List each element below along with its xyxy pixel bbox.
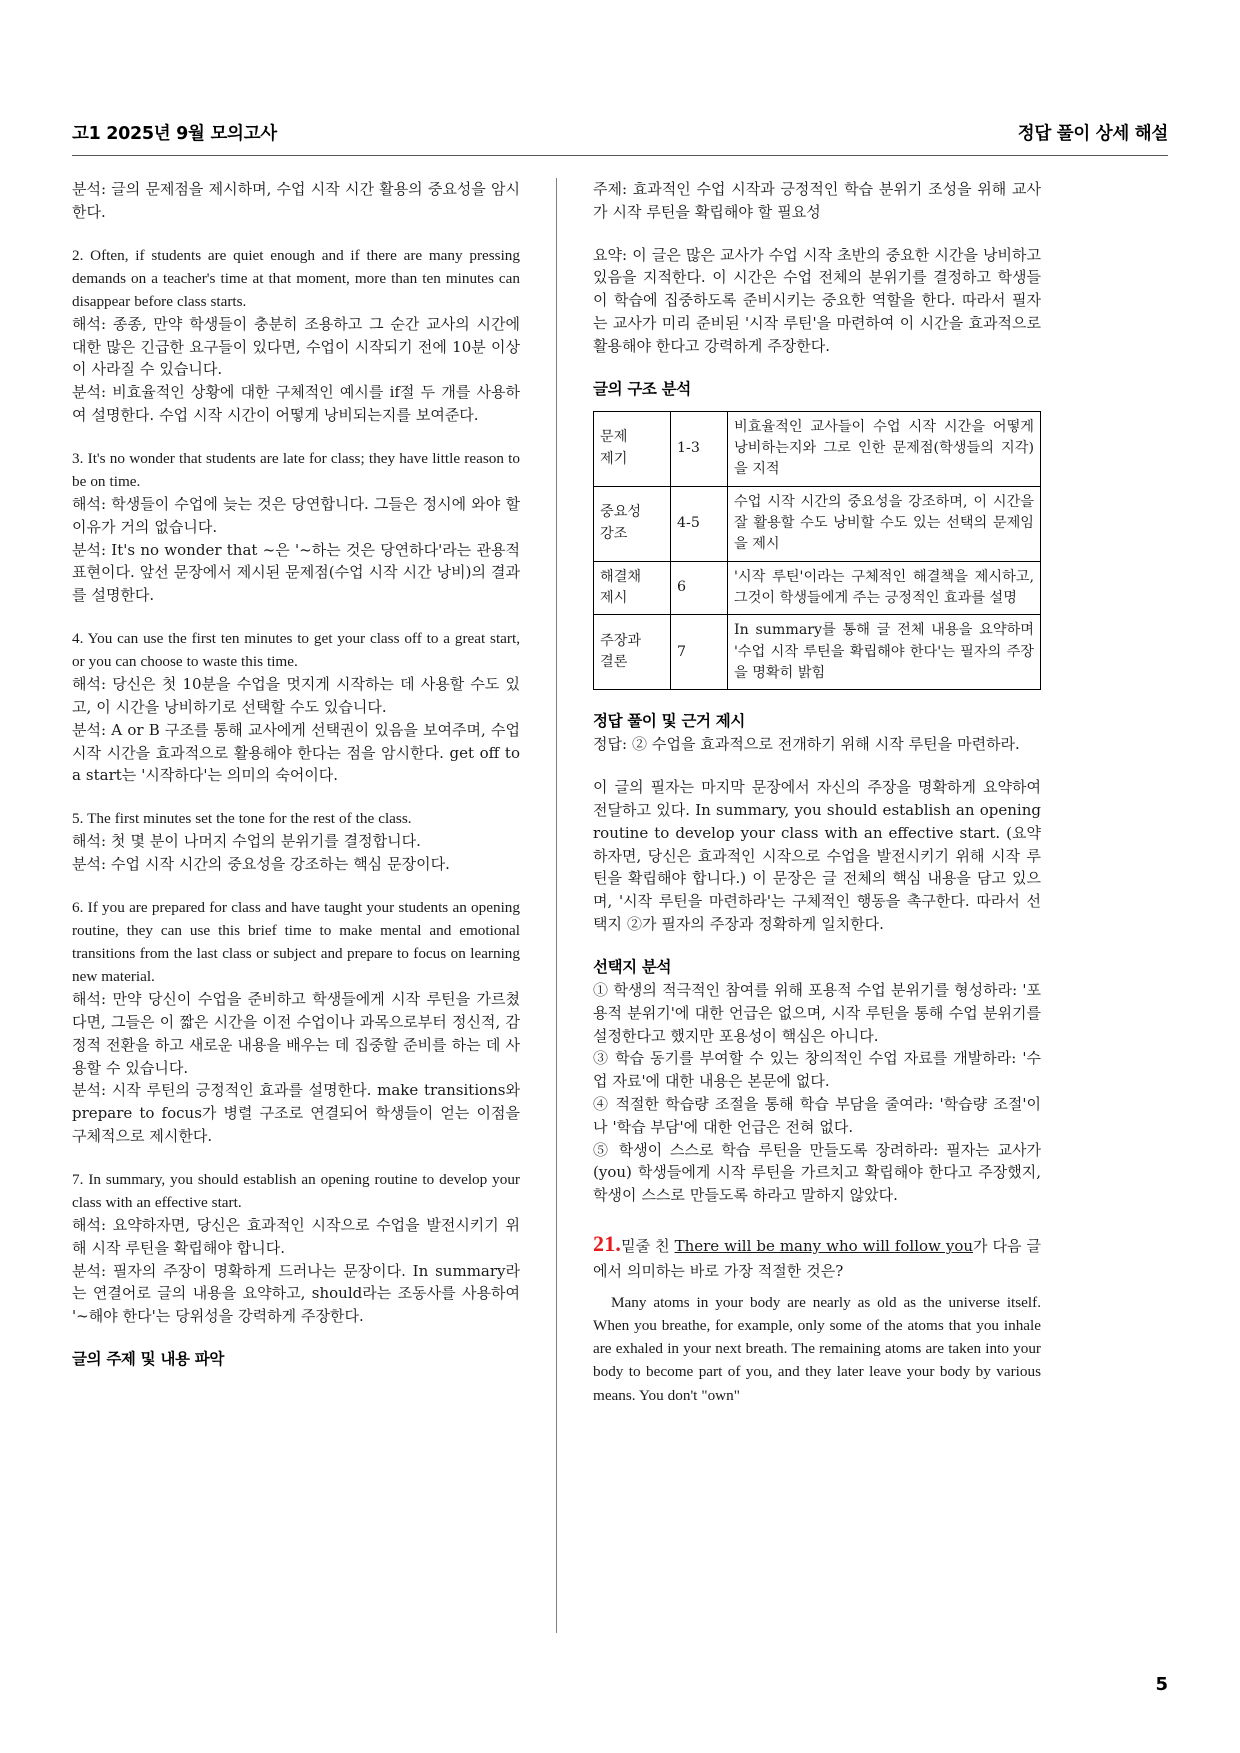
answer-body-paragraph: 이 글의 필자는 마지막 문장에서 자신의 주장을 명확하게 요약하여 전달하고 있다. In summary, you should establish an opening routine to develop your class with an effective start. (요약하자면, 당신은 효과적인 시작으로 수업을 발전시키기 위해 시작 루틴을 확립해야 합니다.) 이 문장은 글 전체의 핵심 내용을 담고 있으며, '시작 루틴을 마련하라'는 구체적인 행동을 촉구한다. 따라서 선택지 ②가 필자의 주장과 정확하게 일치한다. xyxy=(593,778,1041,933)
row-range: 6 xyxy=(671,561,728,615)
sentence-2-analysis: 분석: 비효율적인 상황에 대한 구체적인 예시를 if절 두 개를 사용하여 설명한다. 수업 시작 시간이 어떻게 낭비되는지를 보여준다. xyxy=(72,383,520,425)
row-label: 문제 제기 xyxy=(594,411,671,486)
column-divider xyxy=(556,178,557,1633)
structure-analysis-heading: 글의 구조 분석 xyxy=(593,379,691,398)
structure-table-body xyxy=(594,411,1041,689)
sentence-2-translation: 해석: 종종, 만약 학생들이 충분히 조용하고 그 순간 교사의 시간에 대한 많은 긴급한 요구들이 있다면, 수업이 시작되기 전에 10분 이상이 사라질 수 있습니다. xyxy=(72,314,520,379)
summary-paragraph: 요약: 이 글은 많은 교사가 수업 시작 초반의 중요한 시간을 낭비하고 있음을 지적한다. 이 시간은 수업 전체의 분위기를 결정하고 학생들이 학습에 집중하도록 준비시키는 중요한 역할을 한다. 따라서 필자는 교사가 미리 준비된 '시작 루틴'을 마련하여 이 시간을 효과적으로 활용해야 한다고 강력하게 주장한다. xyxy=(593,245,1041,355)
sentence-7-english: 7. In summary, you should establish an opening routine to develop your class with an effective start. xyxy=(72,1170,520,1211)
row-range: 4-5 xyxy=(671,486,728,561)
structure-analysis-table xyxy=(593,411,1041,690)
row-label: 해결채 제시 xyxy=(594,561,671,615)
question-stem-suffix: 가 다음 글에서 의미하는 바로 가장 적절한 것은? xyxy=(593,1236,1041,1281)
header-left-title: 고1 2025년 9월 모의고사 xyxy=(72,124,277,144)
row-range: 7 xyxy=(671,615,728,690)
page-number: 5 xyxy=(1155,1674,1168,1695)
question-21-stem xyxy=(593,1227,1041,1283)
table-row xyxy=(594,615,1041,690)
sentence-7-translation: 해석: 요약하자면, 당신은 효과적인 시작으로 수업을 발전시키기 위해 시작 루틴을 확립해야 합니다. xyxy=(72,1216,520,1257)
sentence-2-english: 2. Often, if students are quiet enough and if there are many pressing demands on a teacher's time at that moment, more than ten minutes can disappear before class starts. xyxy=(72,246,520,310)
left-column xyxy=(72,178,542,1633)
sentence-6-analysis: 분석: 시작 루틴의 긍정적인 효과를 설명한다. make transitions와 prepare to focus가 병렬 구조로 연결되어 학생들이 얻는 이점을 구체적으로 제시한다. xyxy=(72,1081,520,1146)
row-label: 주장과 결론 xyxy=(594,615,671,690)
topic-paragraph: 주제: 효과적인 수업 시작과 긍정적인 학습 분위기 조성을 위해 교사가 시작 루틴을 확립해야 할 필요성 xyxy=(593,180,1041,221)
header-divider-rule xyxy=(72,155,1168,156)
table-row xyxy=(594,486,1041,561)
page-header xyxy=(72,120,1168,145)
sentence-7-analysis: 분석: 필자의 주장이 명확하게 드러나는 문장이다. In summary라는 연결어로 글의 내용을 요약하고, should라는 조동사를 사용하여 '~해야 한다'는 당위성을 강력하게 주장한다. xyxy=(72,1261,520,1326)
sentence-6-translation: 해석: 만약 당신이 수업을 준비하고 학생들에게 시작 루틴을 가르쳤다면, 그들은 이 짧은 시간을 이전 수업이나 과목으로부터 정신적, 감정적 전환을 하고 새로운 내용을 배우는 데 집중할 준비를 하는 데 사용할 수 있습니다. xyxy=(72,990,520,1077)
sentence-4-analysis: 분석: A or B 구조를 통해 교사에게 선택권이 있음을 보여주며, 수업 시작 시간을 효과적으로 활용해야 한다는 점을 암시한다. get off to a start는 '시작하다'는 의미의 숙어이다. xyxy=(72,720,520,785)
sentence-4-translation: 해석: 당신은 첫 10분을 수업을 멋지게 시작하는 데 사용할 수도 있고, 이 시간을 낭비하기로 선택할 수도 있습니다. xyxy=(72,675,520,717)
row-description: '시작 루틴'이라는 구체적인 해결책을 제시하고, 그것이 학생들에게 주는 긍정적인 효과를 설명 xyxy=(728,561,1041,615)
sentence-4-english: 4. You can use the first ten minutes to get your class off to a great start, or you can choose to waste this time. xyxy=(72,630,520,671)
answer-explanation-heading: 정답 풀이 및 근거 제시 xyxy=(593,712,745,731)
question-stem-prefix: 밑줄 친 xyxy=(621,1236,675,1255)
table-row xyxy=(594,411,1041,486)
sentence-3-translation: 해석: 학생들이 수업에 늦는 것은 당연합니다. 그들은 정시에 와야 할 이유가 거의 없습니다. xyxy=(72,495,520,536)
question-21-passage: Many atoms in your body are nearly as old as the universe itself. When you breathe, for example, only some of the atoms that you inhale are exhaled in your next breath. The remaining atoms are taken into your body to become part of you, and they later leave your body by various means. You don't "own" xyxy=(593,1294,1041,1404)
sentence-3-analysis: 분석: It's no wonder that ~은 '~하는 것은 당연하다'라는 관용적 표현이다. 앞선 문장에서 제시된 문제점(수업 시작 시간 낭비)의 결과를 설명한다. xyxy=(72,540,520,605)
header-right-title: 정답 풀이 상세 해설 xyxy=(1017,124,1168,144)
two-column-body xyxy=(72,178,1168,1633)
choice-analysis-4: ④ 적절한 학습량 조절을 통해 학습 부담을 줄여라: '학습량 조절'이나 '학습 부담'에 대한 언급은 전혀 없다. xyxy=(593,1094,1041,1136)
row-description: 비효율적인 교사들이 수업 시작 시간을 어떻게 낭비하는지와 그로 인한 문제점(학생들의 지각)을 지적 xyxy=(728,411,1041,486)
answer-line: 정답: ② 수업을 효과적으로 전개하기 위해 시작 루틴을 마련하라. xyxy=(593,735,1020,754)
sentence-3-english: 3. It's no wonder that students are late for class; they have little reason to be on time. xyxy=(72,449,520,490)
sentence-6-english: 6. If you are prepared for class and have taught your students an opening routine, they can use this brief time to make mental and emotional transitions from the last class or subject and prepare to focus on learning new material. xyxy=(72,898,520,986)
question-number-21: 21. xyxy=(593,1230,622,1256)
choice-analysis-heading: 선택지 분석 xyxy=(593,957,672,976)
choice-analysis-3: ③ 학습 동기를 부여할 수 있는 창의적인 수업 자료를 개발하라: '수업 자료'에 대한 내용은 본문에 없다. xyxy=(593,1049,1041,1091)
row-description: 수업 시작 시간의 중요성을 강조하며, 이 시간을 잘 활용할 수도 낭비할 수도 있는 선택의 문제임을 제시 xyxy=(728,486,1041,561)
row-description: In summary를 통해 글 전체 내용을 요약하며 '수업 시작 루틴을 확립해야 한다'는 필자의 주장을 명확히 밝힘 xyxy=(728,615,1041,690)
row-label: 중요성 강조 xyxy=(594,486,671,561)
right-column xyxy=(571,178,1041,1633)
row-range: 1-3 xyxy=(671,411,728,486)
choice-analysis-5: ⑤ 학생이 스스로 학습 루틴을 만들도록 장려하라: 필자는 교사가 (you) 학생들에게 시작 루틴을 가르치고 확립해야 한다고 주장했지, 학생이 스스로 만들도록 하라고 말하지 않았다. xyxy=(593,1140,1041,1205)
question-stem-underlined-phrase: There will be many who will follow you xyxy=(674,1236,974,1255)
sentence-5-english: 5. The first minutes set the tone for the rest of the class. xyxy=(72,810,412,828)
left-footer-heading: 글의 주제 및 내용 파악 xyxy=(72,1350,224,1369)
table-row xyxy=(594,561,1041,615)
choice-analysis-1: ① 학생의 적극적인 참여를 위해 포용적 수업 분위기를 형성하라: '포용적 분위기'에 대한 언급은 없으며, 시작 루틴을 통해 수업 분위기를 설정한다고 했지만 포용성이 핵심은 아니다. xyxy=(593,980,1041,1045)
sentence-5-analysis: 분석: 수업 시작 시간의 중요성을 강조하는 핵심 문장이다. xyxy=(72,855,450,874)
analysis-paragraph-0: 분석: 글의 문제점을 제시하며, 수업 시작 시간 활용의 중요성을 암시한다. xyxy=(72,180,520,221)
sentence-5-translation: 해석: 첫 몇 분이 나머지 수업의 분위기를 결정합니다. xyxy=(72,832,421,851)
